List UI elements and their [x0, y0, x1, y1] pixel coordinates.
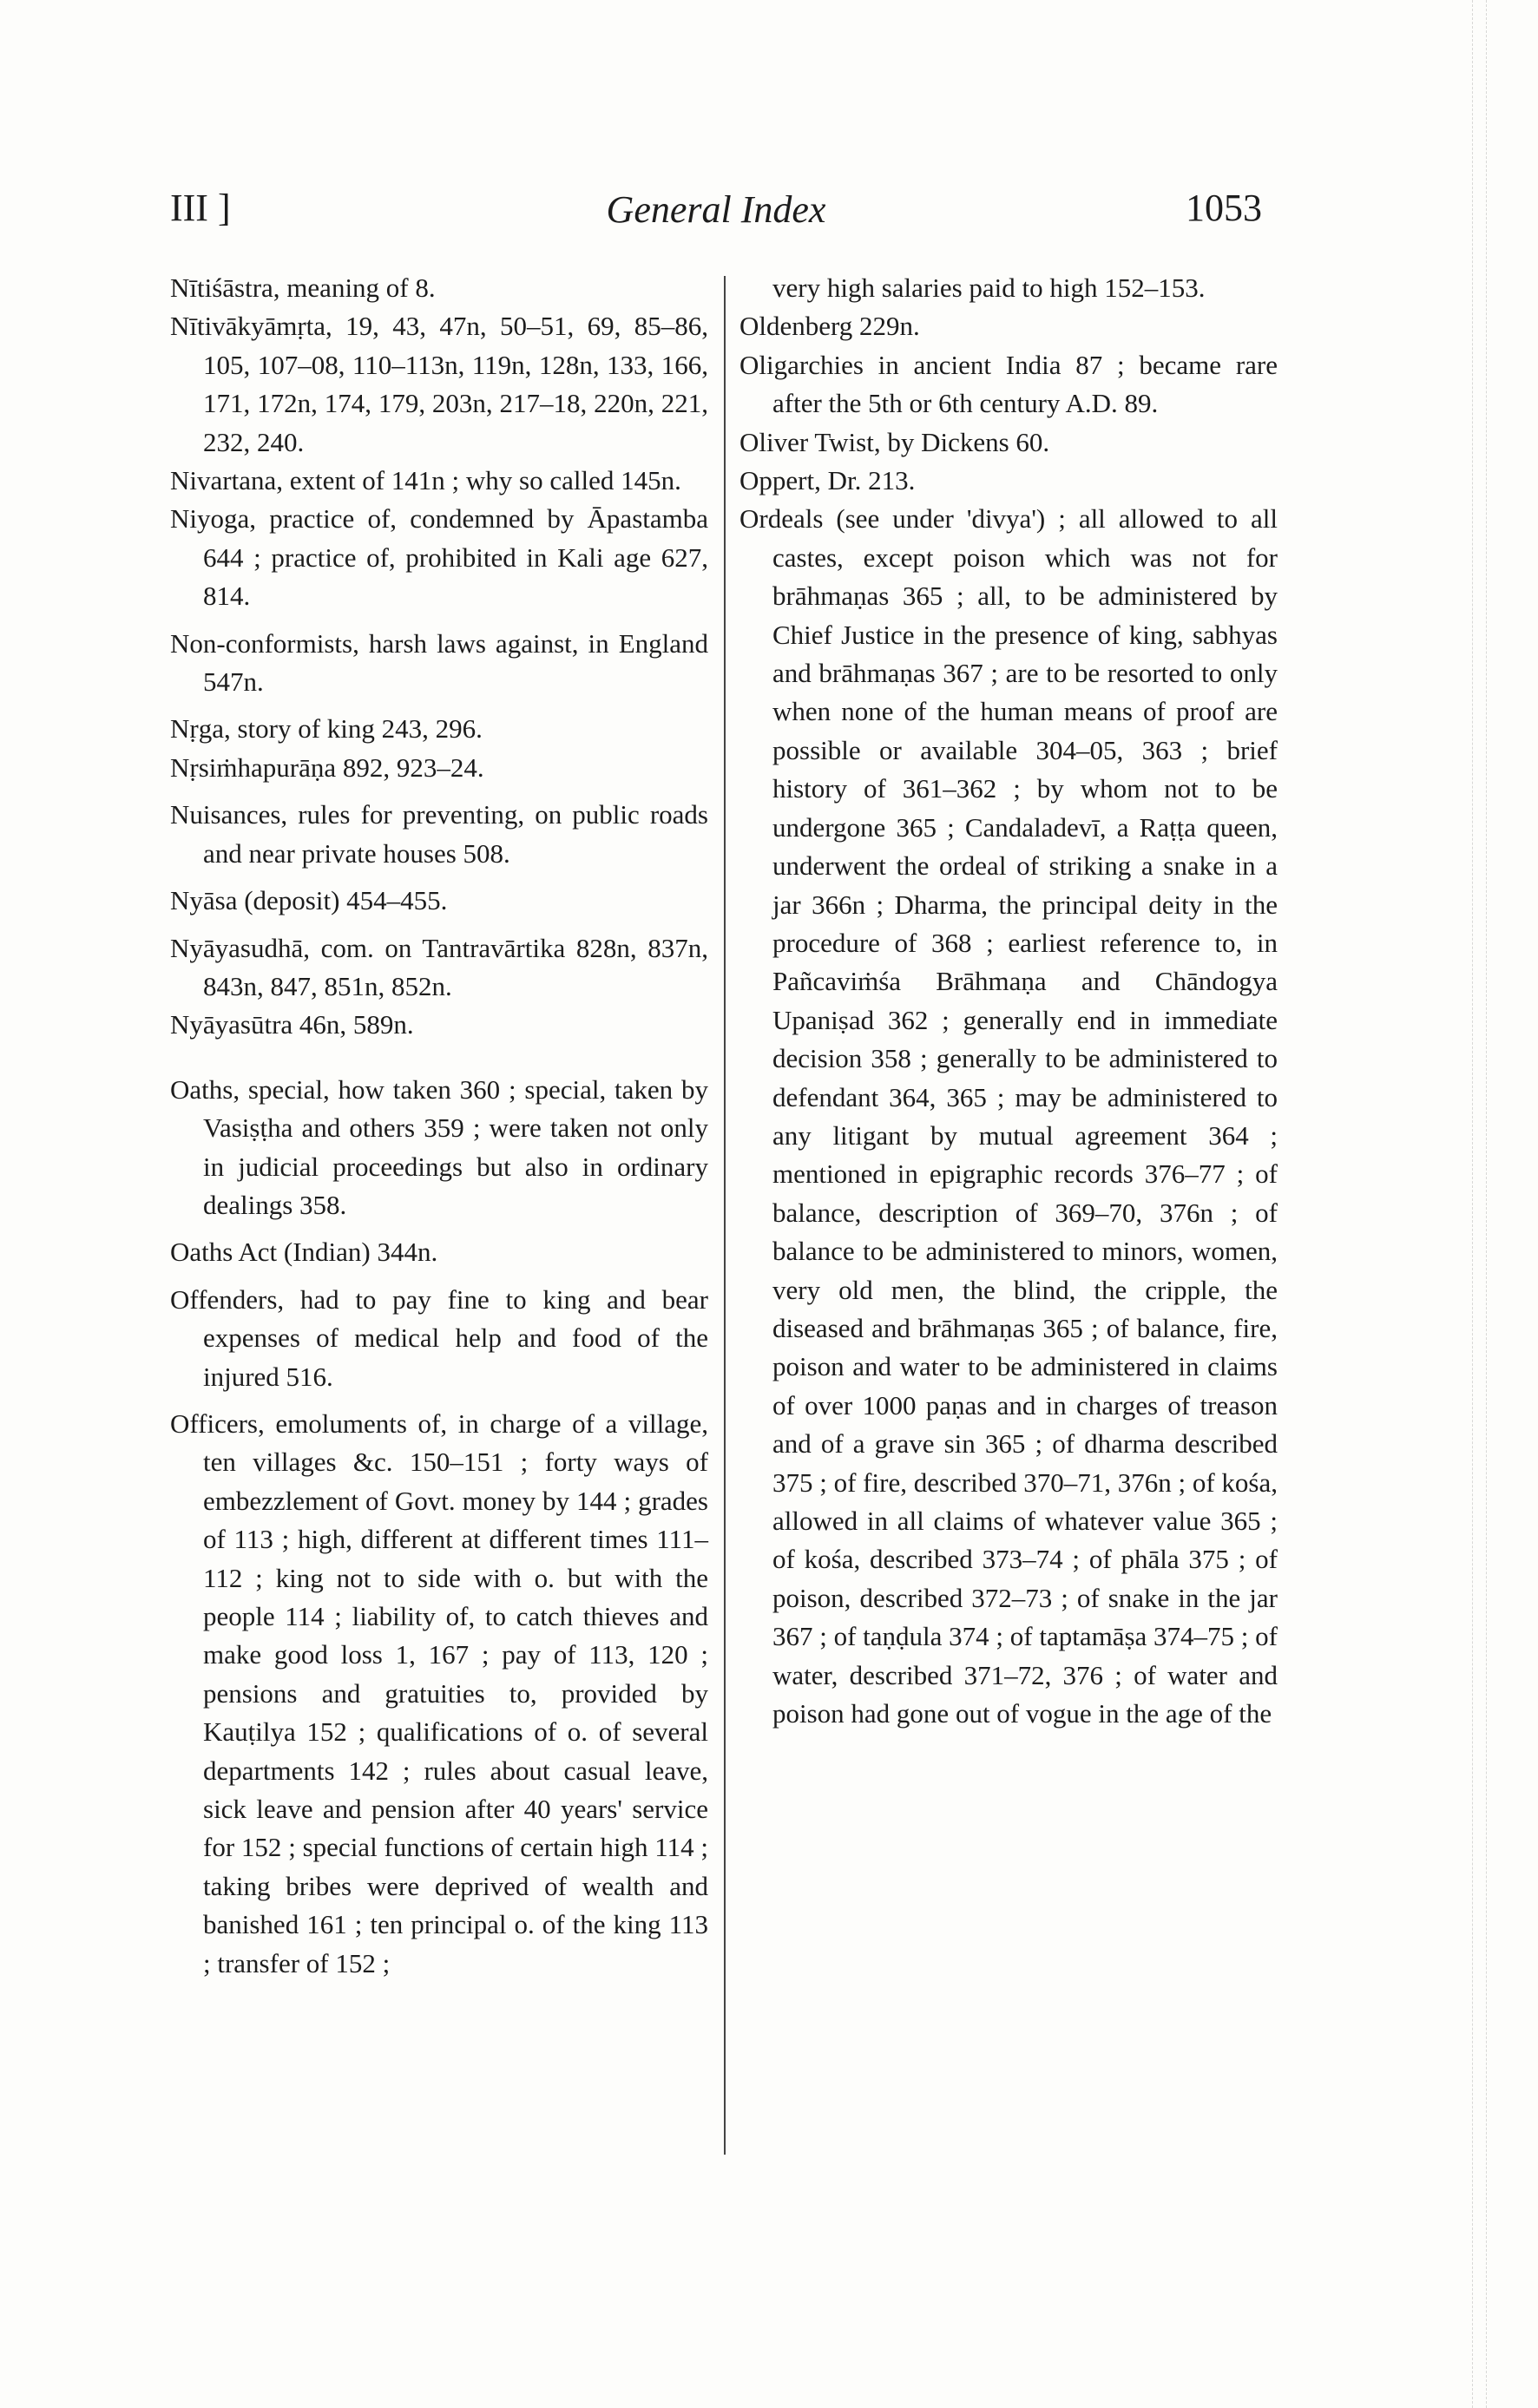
section-marker: III ] — [170, 187, 231, 229]
index-entry: Nyāyasūtra 46n, 589n. — [170, 1009, 414, 1040]
index-entry: Oligarchies in ancient India 87 ; became rare after the 5th or 6th century A.D. 89. — [739, 349, 1278, 419]
index-entry: Nītivākyāmṛta, 19, 43, 47n, 50–51, 69, 85–86, 105, 107–08, 110–113n, 119n, 128n, 133, 166, 171, 172n, 174, 179, 203n, 217–18, 220n, 221, 232, 240. — [170, 311, 708, 457]
index-entry: Offenders, had to pay fine to king and bear expenses of medical help and food of the injured 516. — [170, 1283, 708, 1392]
left-column — [170, 269, 708, 1983]
index-entry: Nyāyasudhā, com. on Tantravārtika 828n, 837n, 843n, 847, 851n, 852n. — [170, 932, 708, 1001]
continued-entry: very high salaries paid to high 152–153. — [772, 272, 1206, 303]
index-entry: Non-conformists, harsh laws against, in England 547n. — [170, 627, 708, 698]
index-entry: Nṛsiṁhapurāṇa 892, 923–24. — [170, 751, 484, 783]
index-entry: Oldenberg 229n. — [739, 311, 920, 342]
scan-edge-line — [1472, 0, 1473, 2408]
running-title: General Index — [606, 188, 826, 231]
index-entry: Nyāsa (deposit) 454–455. — [170, 885, 448, 916]
index-entry: Oppert, Dr. 213. — [739, 465, 916, 496]
index-entry: Niyoga, practice of, condemned by Āpastamba 644 ; practice of, prohibited in Kali age 627, 814. — [170, 503, 708, 612]
index-entry: Nītiśāstra, meaning of 8. — [170, 272, 436, 303]
page-number: 1053 — [1186, 187, 1262, 229]
index-entry: Nuisances, rules for preventing, on public roads and near private houses 508. — [170, 799, 708, 869]
index-entry: Nṛga, story of king 243, 296. — [170, 713, 483, 745]
index-entry: Oliver Twist, by Dickens 60. — [739, 426, 1050, 457]
index-entry: Oaths, special, how taken 360 ; special, taken by Vasiṣṭha and others 359 ; were taken not only in judicial proceedings but also in ordinary dealings 358. — [170, 1073, 708, 1220]
index-entry: Officers, emoluments of, in charge of a village, ten villages &c. 150–151 ; forty ways of embezzlement of Govt. money by 144 ; grades of 113 ; high, different at different times 111–112 ; king not to side with o. but with the people 114 ; liability of, to catch thieves and make good loss 1, 167 ; pay of 113, 120 ; pensions and gratuities to, provided by Kauṭilya 152 ; qualifications of o. of several departments 142 ; rules about casual leave, sick leave and pension after 40 years' service for 152 ; special functions of certain high 114 ; taking bribes were deprived of wealth and banished 161 ; ten principal o. of the king 113 ; transfer of 152 ; — [170, 1407, 708, 1978]
scan-edge-line — [1486, 0, 1487, 2408]
page-header — [170, 186, 1262, 246]
index-entry: Ordeals (see under 'divya') ; all allowed to all castes, except poison which was not for brāhmaṇas 365 ; all, to be administered by Chief Justice in the presence of king, sabhyas and brāhmaṇas 367 ; are to be resorted to only when none of the human means of proof are possible or available 304–05, 363 ; brief history of 361–362 ; by whom not to be undergone 365 ; Candaladevī, a Raṭṭa queen, underwent the ordeal of striking a snake in a jar 366n ; Dharma, the principal deity in the procedure of 368 ; earliest reference to, in Pañcaviṁśa Brāhmaṇa and Chāndogya Upaniṣad 362 ; generally end in immediate decision 358 ; generally to be administered to defendant 364, 365 ; may be administered to any litigant by mutual agreement 364 ; mentioned in epigraphic records 376–77 ; of balance, description of 369–70, 376n ; of balance to be administered to minors, women, very old men, the blind, the cripple, the diseased and brāhmaṇas 365 ; of balance, fire, poison and water to be administered in claims of over 1000 paṇas and in charges of treason and of a grave sin 365 ; of dharma described 375 ; of fire, described 370–71, 376n ; of kośa, allowed in all claims of whatever value 365 ; of kośa, described 373–74 ; of phāla 375 ; of poison, described 372–73 ; of snake in the jar 367 ; of taṇḍula 374 ; of taptamāṣa 374–75 ; of water, described 371–72, 376 ; of water and poison had gone out of vogue in the age of the — [739, 503, 1278, 1729]
column-divider — [724, 276, 726, 2155]
index-entry: Nivartana, extent of 141n ; why so called 145n. — [170, 465, 681, 496]
index-entry: Oaths Act (Indian) 344n. — [170, 1237, 438, 1268]
right-column — [739, 269, 1278, 1733]
